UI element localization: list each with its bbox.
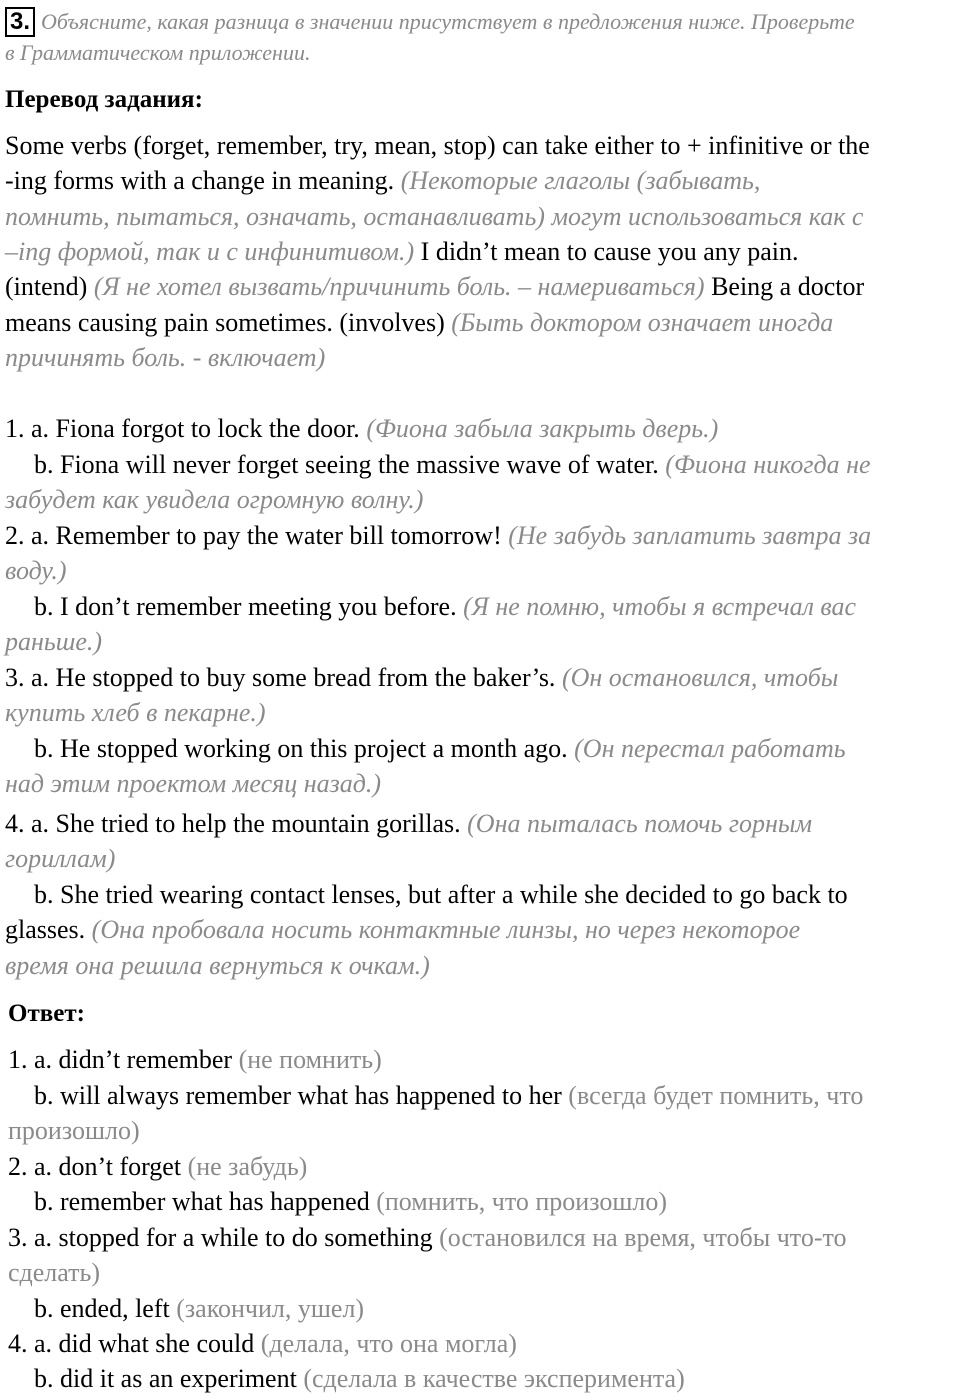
example-3b-cont: над этим проектом месяц назад.): [5, 769, 382, 798]
translation-line-1: Some verbs (forget, remember, try, mean, stop) can take either to + infinitive or the: [5, 131, 870, 160]
ru-text: (не помнить): [238, 1045, 382, 1074]
example-2b: [34, 589, 856, 624]
en-text: -ing forms with a change in meaning.: [5, 166, 401, 195]
example-2a-cont: воду.): [5, 556, 67, 585]
example-4b: b. She tried wearing contact lenses, but after a while she decided to go back to: [34, 880, 848, 909]
ru-text: (Она пробовала носить контактные линзы, но через некоторое: [91, 915, 801, 944]
en-text: b. ended, left: [34, 1294, 177, 1323]
ru-text: (Он остановился, чтобы: [561, 663, 839, 692]
ru-text: (Не забудь заплатить завтра за: [508, 521, 872, 550]
example-1b-cont: забудет как увидела огромную волну.): [5, 485, 424, 514]
en-text: 4. a. She tried to help the mountain gorillas.: [5, 809, 468, 838]
ru-text: (помнить, что произошло): [376, 1187, 667, 1216]
ru-text: (Фиона никогда не: [665, 450, 871, 479]
en-text: b. remember what has happened: [34, 1187, 377, 1216]
en-text: 4. a. did what she could: [8, 1329, 261, 1358]
en-text: I didn’t mean to cause you any pain.: [414, 237, 799, 266]
example-4a: [5, 806, 812, 841]
en-text: (intend): [5, 272, 94, 301]
answer-1b-cont: произошло): [8, 1116, 140, 1145]
task-instruction-cont: в Грамматическом приложении.: [5, 40, 311, 65]
ru-text: (делала, что она могла): [260, 1329, 517, 1358]
ru-text: (Он перестал работать: [574, 734, 846, 763]
ru-text: (Я не помню, чтобы я встречал вас: [463, 592, 857, 621]
translation-line-5: [5, 269, 864, 304]
task-instruction: [5, 4, 855, 39]
answer-1a: [8, 1042, 382, 1077]
ru-text: (Быть доктором означает иногда: [451, 308, 834, 337]
answer-2a: [8, 1149, 307, 1184]
translation-line-6: [5, 305, 833, 340]
example-3a-cont: купить хлеб в пекарне.): [5, 698, 266, 727]
ru-text: (всегда будет помнить, что: [568, 1081, 864, 1110]
answer-4a: [8, 1326, 517, 1361]
example-3a: [5, 660, 838, 695]
en-text: b. will always remember what has happened to her: [34, 1081, 569, 1110]
task-number: 3.: [5, 7, 35, 37]
translation-line-7: причинять боль. - включает): [5, 343, 326, 372]
en-text: 3. a. He stopped to buy some bread from the baker’s.: [5, 663, 562, 692]
en-text: 2. a. don’t forget: [8, 1152, 188, 1181]
example-1a: [5, 411, 718, 446]
en-text: b. I don’t remember meeting you before.: [34, 592, 464, 621]
en-text: 1. a. Fiona forgot to lock the door.: [5, 414, 367, 443]
ru-text: (сделала в качестве эксперимента): [303, 1364, 685, 1393]
answer-4b: [34, 1361, 685, 1396]
ru-text: (Я не хотел вызвать/причинить боль. – намериваться): [93, 272, 705, 301]
example-4b-cont: [5, 912, 800, 947]
en-text: b. did it as an experiment: [34, 1364, 304, 1393]
ru-text: (остановился на время, чтобы что-то: [439, 1223, 847, 1252]
ru-text: (не забудь): [187, 1152, 308, 1181]
ru-text: (Фиона забыла закрыть дверь.): [366, 414, 719, 443]
en-text: Being a doctor: [704, 272, 865, 301]
example-3b: [34, 731, 846, 766]
task-instruction-text: Объясните, какая разница в значении присутствует в предложения ниже. Проверьте: [41, 9, 855, 34]
translation-line-2: [5, 163, 760, 198]
answer-3a: [8, 1220, 847, 1255]
en-text: 2. a. Remember to pay the water bill tomorrow!: [5, 521, 509, 550]
example-1b: [34, 447, 871, 482]
example-2b-cont: раньше.): [5, 627, 103, 656]
ru-text: (Она пыталась помочь горным: [467, 809, 813, 838]
ru-text: (Некоторые глаголы (забывать,: [400, 166, 761, 195]
translation-line-3: помнить, пытаться, означать, останавливать) могут использоваться как с: [5, 202, 864, 231]
ru-text: –ing формой, так и с инфинитивом.): [5, 237, 415, 266]
answer-3a-cont: сделать): [8, 1258, 101, 1287]
ru-text: (закончил, ушел): [176, 1294, 365, 1323]
en-text: 1. a. didn’t remember: [8, 1045, 239, 1074]
answer-heading: Ответ:: [8, 1000, 85, 1027]
en-text: 3. a. stopped for a while to do something: [8, 1223, 440, 1252]
answer-2b: [34, 1184, 667, 1219]
example-4a-cont: гориллам): [5, 844, 116, 873]
en-text: means causing pain sometimes. (involves): [5, 308, 452, 337]
example-4b-cont2: время она решила вернуться к очкам.): [5, 951, 430, 980]
translation-line-4: [5, 234, 799, 269]
answer-1b: [34, 1078, 863, 1113]
en-text: b. Fiona will never forget seeing the massive wave of water.: [34, 450, 666, 479]
en-text: b. He stopped working on this project a month ago.: [34, 734, 575, 763]
answer-3b: [34, 1291, 364, 1326]
translation-heading: Перевод задания:: [5, 86, 203, 113]
example-2a: [5, 518, 871, 553]
en-text: glasses.: [5, 915, 92, 944]
